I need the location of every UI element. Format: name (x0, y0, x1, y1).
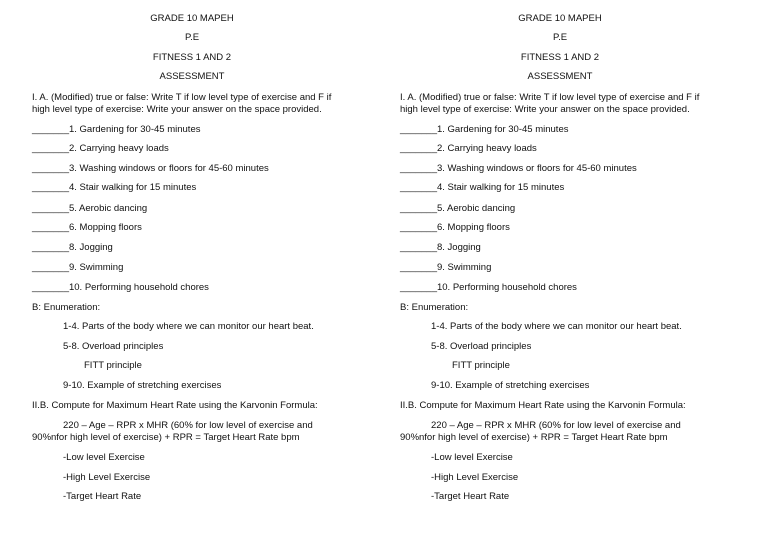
heading-subject: P.E (184, 32, 200, 43)
formula-text: 90%nfor high level of exercise) + RPR = Target Heart Rate bpm (400, 432, 668, 443)
enumeration-item: 9-10. Example of stretching exercises (63, 380, 222, 391)
part-a-instruction: high level type of exercise: Write your answer on the space provided. (32, 104, 322, 115)
part-c-title: II.B. Compute for Maximum Heart Rate using the Karvonin Formula: (32, 400, 318, 411)
assessment-copy-right (400, 0, 760, 543)
question-item: _______3. Washing windows or floors for 45-60 minutes (400, 163, 637, 174)
question-item: _______9. Swimming (32, 262, 124, 273)
part-a-instruction: high level type of exercise: Write your answer on the space provided. (400, 104, 690, 115)
heading-type: ASSESSMENT (527, 71, 593, 82)
compute-item: -High Level Exercise (431, 472, 519, 483)
question-item: _______9. Swimming (400, 262, 492, 273)
question-item: _______8. Jogging (32, 242, 113, 253)
enumeration-item: 1-4. Parts of the body where we can monitor our heart beat. (63, 321, 314, 332)
heading-grade: GRADE 10 MAPEH (150, 13, 234, 24)
enumeration-item: FITT principle (84, 360, 142, 371)
formula-text: 220 – Age – RPR x MHR (60% for low level of exercise and (431, 420, 681, 431)
enumeration-item: 9-10. Example of stretching exercises (431, 380, 590, 391)
part-b-title: B: Enumeration: (32, 302, 101, 313)
heading-topic: FITNESS 1 AND 2 (520, 52, 600, 63)
question-item: _______6. Mopping floors (32, 222, 142, 233)
enumeration-item: 1-4. Parts of the body where we can monitor our heart beat. (431, 321, 682, 332)
enumeration-item: 5-8. Overload principles (431, 341, 532, 352)
compute-item: -High Level Exercise (63, 472, 151, 483)
question-item: _______3. Washing windows or floors for 45-60 minutes (32, 163, 269, 174)
heading-grade: GRADE 10 MAPEH (518, 13, 602, 24)
question-item: _______8. Jogging (400, 242, 481, 253)
formula-text: 220 – Age – RPR x MHR (60% for low level of exercise and (63, 420, 313, 431)
enumeration-item: FITT principle (452, 360, 510, 371)
compute-item: -Low level Exercise (431, 452, 513, 463)
question-item: _______6. Mopping floors (400, 222, 510, 233)
question-item: _______4. Stair walking for 15 minutes (32, 182, 197, 193)
compute-item: -Target Heart Rate (431, 491, 510, 502)
part-b-title: B: Enumeration: (400, 302, 469, 313)
heading-subject: P.E (552, 32, 568, 43)
question-item: _______4. Stair walking for 15 minutes (400, 182, 565, 193)
formula-text: 90%nfor high level of exercise) + RPR = Target Heart Rate bpm (32, 432, 300, 443)
heading-topic: FITNESS 1 AND 2 (152, 52, 232, 63)
question-item: _______2. Carrying heavy loads (400, 143, 537, 154)
part-a-instruction: I. A. (Modified) true or false: Write T if low level type of exercise and F if (32, 92, 332, 103)
question-item: _______1. Gardening for 30-45 minutes (400, 124, 569, 135)
enumeration-item: 5-8. Overload principles (63, 341, 164, 352)
heading-type: ASSESSMENT (159, 71, 225, 82)
question-item: _______5. Aerobic dancing (400, 203, 516, 214)
question-item: _______1. Gardening for 30-45 minutes (32, 124, 201, 135)
part-c-title: II.B. Compute for Maximum Heart Rate using the Karvonin Formula: (400, 400, 686, 411)
compute-item: -Target Heart Rate (63, 491, 142, 502)
part-a-instruction: I. A. (Modified) true or false: Write T if low level type of exercise and F if (400, 92, 700, 103)
question-item: _______2. Carrying heavy loads (32, 143, 169, 154)
assessment-copy-left (32, 0, 392, 543)
question-item: _______10. Performing household chores (400, 282, 577, 293)
question-item: _______5. Aerobic dancing (32, 203, 148, 214)
compute-item: -Low level Exercise (63, 452, 145, 463)
question-item: _______10. Performing household chores (32, 282, 209, 293)
